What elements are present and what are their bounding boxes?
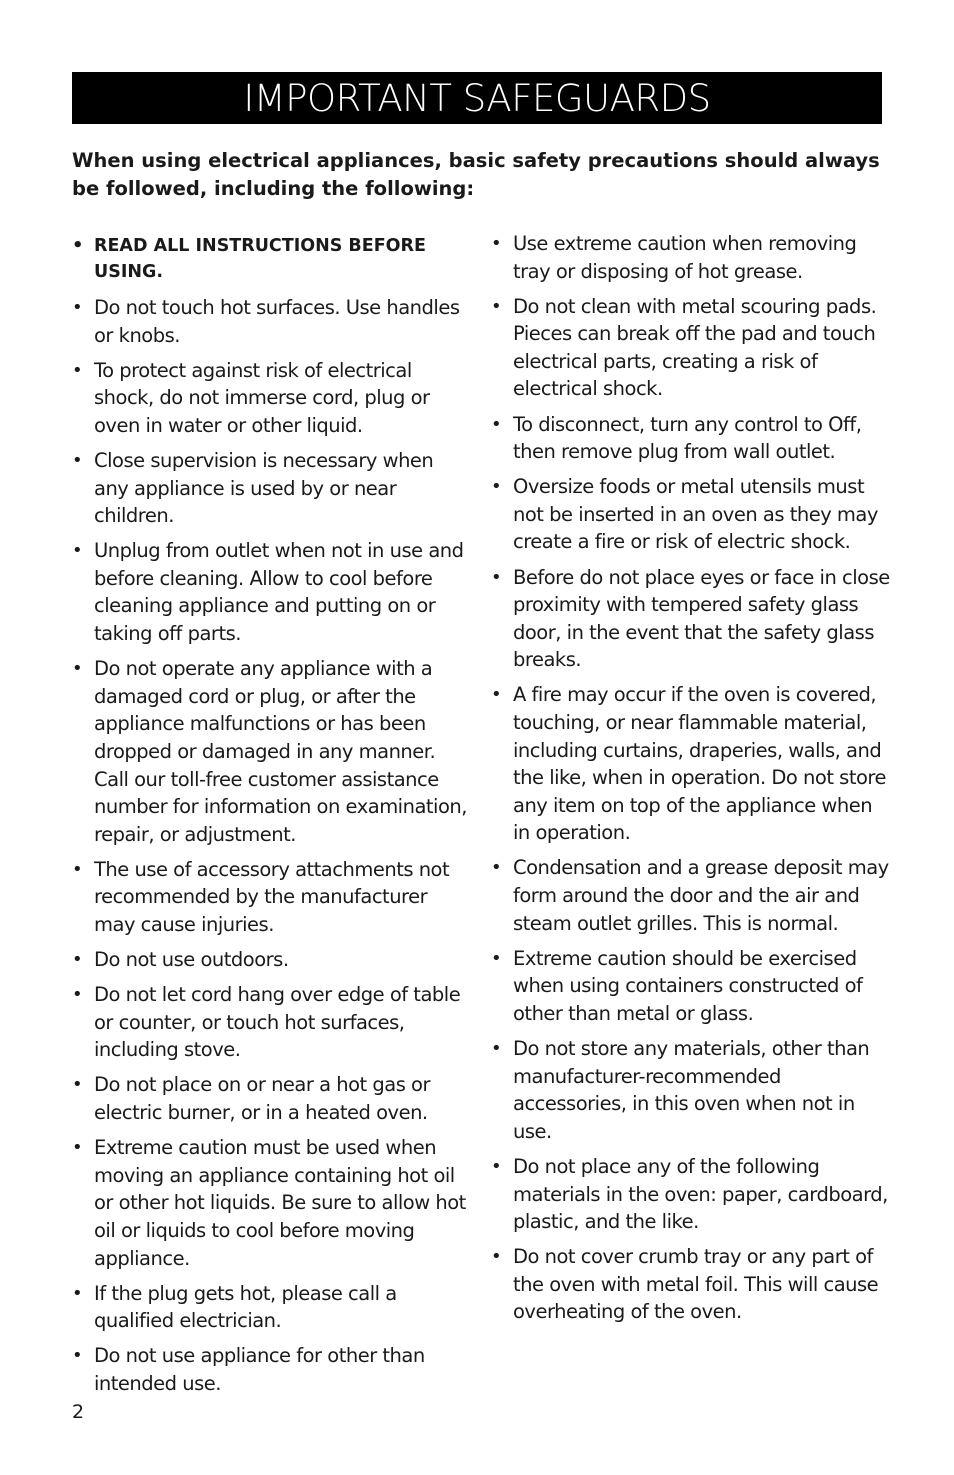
- title-banner: [72, 72, 882, 124]
- list-item: • Do not use outdoors.: [72, 946, 472, 974]
- list-item: • Extreme caution must be used when moving an appliance containing hot oil or other hot liquids. Be sure to allow hot oil or liquids to cool before moving appliance.: [72, 1134, 472, 1272]
- list-item: • Oversize foods or metal utensils must not be inserted in an oven as they may create a fire or risk of electric shock.: [491, 473, 891, 556]
- list-item: • Use extreme caution when removing tray or disposing of hot grease.: [491, 230, 891, 285]
- intro-text: When using electrical appliances, basic safety precautions should always be followed, including the following:: [72, 149, 880, 200]
- list-item: • Before do not place eyes or face in close proximity with tempered safety glass door, in the event that the safety glass breaks.: [491, 564, 891, 674]
- list-item: • Unplug from outlet when not in use and before cleaning. Allow to cool before cleaning appliance and putting on or taking off parts.: [72, 537, 472, 647]
- list-item: • A fire may occur if the oven is covered, touching, or near flammable material, including curtains, draperies, walls, and the like, when in operation. Do not store any item on top of the appliance when in operation.: [491, 681, 891, 847]
- list-item: • To protect against risk of electrical shock, do not immerse cord, plug or oven in water or other liquid.: [72, 357, 472, 440]
- list-item: • Do not operate any appliance with a damaged cord or plug, or after the appliance malfunctions or has been dropped or damaged in any manner. Call our toll-free customer assistance number for information on examination, repair, or adjustment.: [72, 655, 472, 848]
- page-title: IMPORTANT SAFEGUARDS: [243, 76, 711, 120]
- list-item: • Do not cover crumb tray or any part of the oven with metal foil. This will cause overheating of the oven.: [491, 1243, 891, 1326]
- list-item: • Condensation and a grease deposit may form around the door and the air and steam outlet grilles. This is normal.: [491, 854, 891, 937]
- page-number: 2: [72, 1401, 85, 1423]
- list-item: • Extreme caution should be exercised when using containers constructed of other than metal or glass.: [491, 945, 891, 1028]
- list-item: • Do not touch hot surfaces. Use handles or knobs.: [72, 294, 472, 349]
- left-column-list: [72, 230, 472, 1405]
- list-item: • Close supervision is necessary when any appliance is used by or near children.: [72, 447, 472, 530]
- list-item: • READ ALL INSTRUCTIONS BEFORE USING.: [72, 230, 472, 285]
- list-item: • The use of accessory attachments not recommended by the manufacturer may cause injuries.: [72, 856, 472, 939]
- list-item: • Do not store any materials, other than manufacturer-recommended accessories, in this oven when not in use.: [491, 1035, 891, 1145]
- list-item: • Do not clean with metal scouring pads. Pieces can break off the pad and touch electrical parts, creating a risk of electrical shock.: [491, 293, 891, 403]
- list-item: • If the plug gets hot, please call a qualified electrician.: [72, 1280, 472, 1335]
- list-item: • To disconnect, turn any control to Off, then remove plug from wall outlet.: [491, 411, 891, 466]
- right-column-list: [491, 230, 891, 1333]
- list-item: • Do not let cord hang over edge of table or counter, or touch hot surfaces, including stove.: [72, 981, 472, 1064]
- list-item: • Do not place on or near a hot gas or electric burner, or in a heated oven.: [72, 1071, 472, 1126]
- list-item: • Do not place any of the following materials in the oven: paper, cardboard, plastic, and the like.: [491, 1153, 891, 1236]
- list-item: • Do not use appliance for other than intended use.: [72, 1342, 472, 1397]
